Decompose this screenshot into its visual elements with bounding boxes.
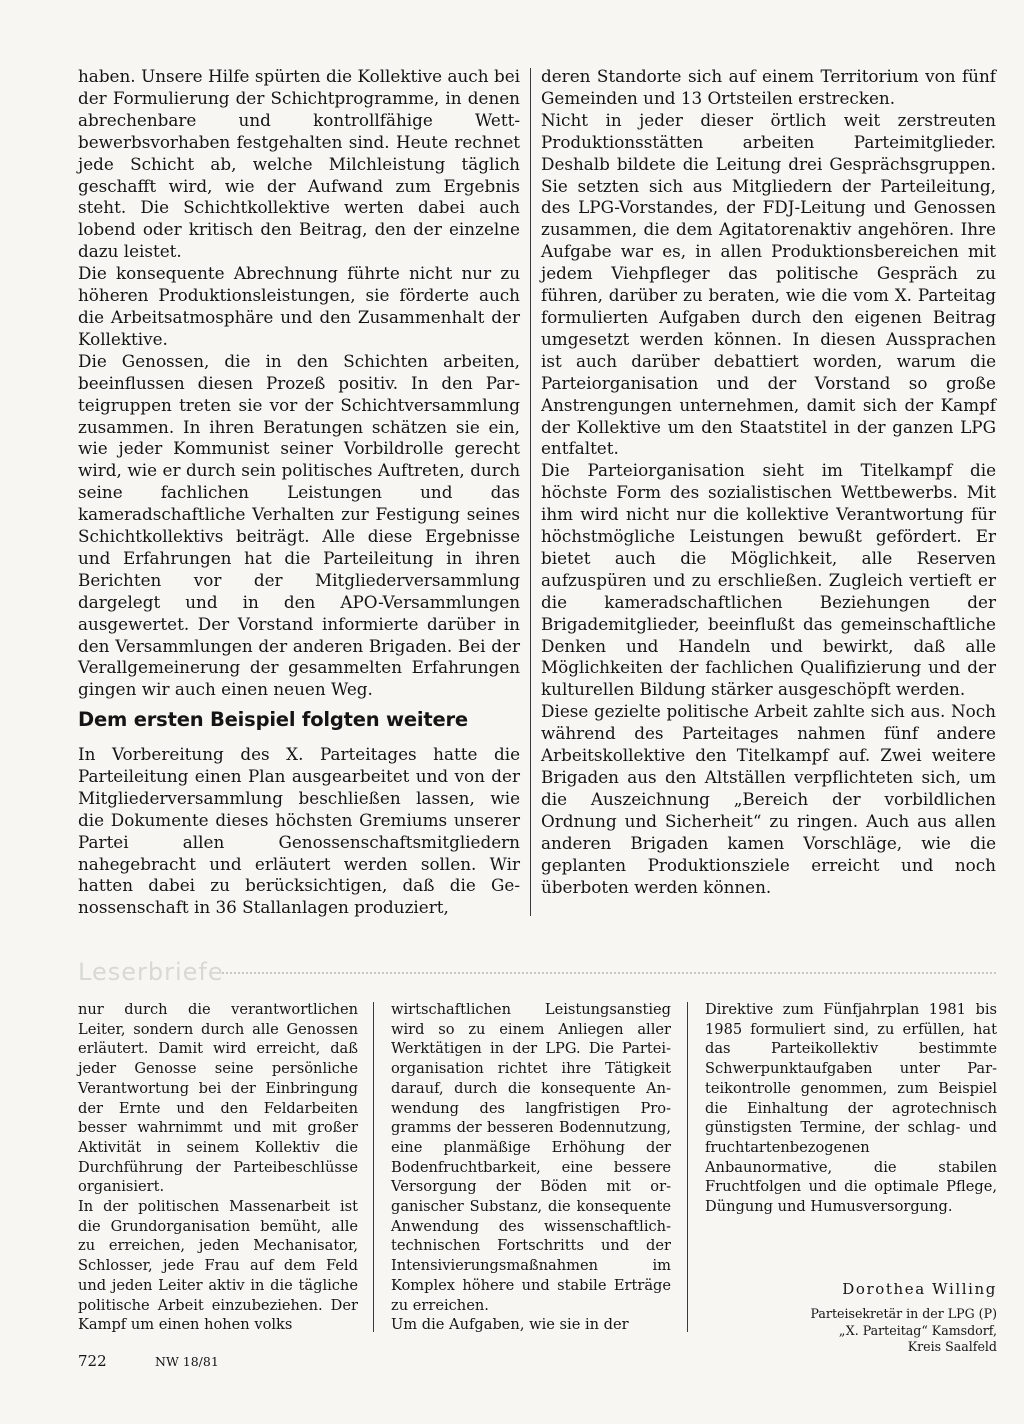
author-role <box>705 1306 997 1356</box>
author-name: Dorothea Willing <box>842 1280 997 1298</box>
column-divider <box>687 1002 688 1332</box>
article-paragraph: Diese gezielte politische Arbeit zahlte sich aus. Noch während des Parteitages nahmen fünf andere Arbeitskollektive den Titelkampf auf. Zwei weitere Brigaden aus den Altställen verpflichteten sich, um die Auszeichnung „Bereich der vorbildlichen Ordnung und Sicherheit“ zu ringen. Auch aus allen anderen Brigaden kamen Vorschläge, wie die geplanten Produktionsziele erreicht und noch überboten werden können. <box>541 701 996 897</box>
article-paragraph: Die Parteiorganisation sieht im Titelkampf die höchste Form des sozialistischen Wettbewerbs. Mit ihm wird nicht nur die kollektive Verantwortung für höchstmögliche Leistungen bewußt gefördert. Er bietet auch die Möglichkeit, alle Reserven aufzuspüren und zu erschließen. Zugleich vertieft er die kameradschaftlichen Beziehungen der Brigademitglieder, beeinflußt das gemeinschaftliche Denken und Handeln und bewirkt, daß alle Möglichkeiten der fachlichen Qualifizierung und der kulturellen Bildung stärker ausgeschöpft werden. <box>541 460 996 700</box>
article-paragraph: haben. Unsere Hilfe spürten die Kollektive auch bei der Formulierung der Schichtprogramme, in denen abrechenbare und kontrollfähige Wettbewerbsvorhaben festgehalten sind. Heute rechnet jede Schicht ab, welche Milchleistung täglich geschafft wird, wie der Aufwand zum Ergebnis steht. Die Schichtkollektive werten dabei auch lobend oder kritisch den Beitrag, den der einzelne dazu leistet. <box>78 66 520 262</box>
article-column-right <box>541 66 996 898</box>
letter-column-2 <box>391 1000 671 1335</box>
subheading: Dem ersten Beispiel folgten weitere <box>78 708 468 731</box>
column-divider <box>373 1002 374 1332</box>
article-paragraph: Die konsequente Abrechnung führte nicht nur zu höheren Produktionsleistungen, sie förderte auch die Arbeitsatmosphäre und den Zusammenhalt der Kollektive. <box>78 263 520 349</box>
letter-paragraph: wirtschaftlichen Leistungsanstieg wird so zu einem Anliegen aller Werktätigen in der LPG. Die Parteiorganisation richtet ihre Tätigkeit darauf, durch die konsequente Anwendung des langfristigen Programms der besseren Bodennutzung, eine planmäßige Erhöhung der Bodenfruchtbarkeit, eine bessere Versorgung der Böden mit organischer Substanz, die konsequente Anwendung des wissenschaftlich-technischen Fortschritts und der Intensivierungsmaßnahmen im Komplex höhere und stabile Erträge zu erreichen. <box>391 1001 671 1314</box>
letter-paragraph: nur durch die verantwortlichen Leiter, sondern durch alle Genossen erläutert. Damit wird erreicht, daß jeder Genosse seine persönliche Verantwortung bei der Einbringung der Ernte und den Feldarbeiten besser wahrnimmt und mit großer Aktivität in seinem Kollektiv die Durchführung der Parteibeschlüsse organisiert. <box>78 1001 358 1196</box>
article-column-left-continued <box>78 744 520 919</box>
page-number: 722 <box>78 1352 107 1370</box>
article-paragraph: Nicht in jeder dieser örtlich weit zerstreuten Produktionsstätten arbeiten Parteimitglieder. Deshalb bildete die Leitung drei Gesprächsgruppen. Sie setzten sich aus Mitgliedern der Parteileitung, des LPG-Vorstandes, der FDJ-Leitung und Genossen zusammen, die dem Agitatorenaktiv angehören. Ihre Aufgabe war es, in allen Produktionsbereichen mit jedem Viehpfleger das politische Gespräch zu führen, darüber zu beraten, wie die vom X. Parteitag formulierten Aufgaben durch den eigenen Beitrag umgesetzt werden können. In diesen Aussprachen ist auch darüber debattiert worden, warum die Parteiorganisation und der Vorstand so große Anstrengungen unternehmen, damit sich der Kampf der Kollektive um den Staatstitel in der ganzen LPG entfaltet. <box>541 109 996 459</box>
letter-paragraph: In der politischen Massenarbeit ist die Grundorganisation bemüht, alle zu erreichen, jeden Mechanisator, Schlosser, jede Frau auf dem Feld und jeden Leiter aktiv in die tägliche politische Arbeit einzubeziehen. Der Kampf um einen hohen volks <box>78 1198 358 1334</box>
issue-label: NW 18/81 <box>155 1354 219 1369</box>
letter-paragraph: Um die Aufgaben, wie sie in der <box>391 1316 629 1334</box>
letter-paragraph: Direktive zum Fünfjahrplan 1981 bis 1985 formuliert sind, zu erfüllen, hat das Parteikollektiv bestimmte Schwerpunktaufgaben unter Parteikontrolle genommen, zum Beispiel die Einhaltung der agrotechnisch günstigsten Termine, der schlag- und fruchtartenbezogenen Anbaunormative, die stabilen Fruchtfolgen und die optimale Pflege, Düngung und Humusversorgung. <box>705 1001 997 1216</box>
column-divider <box>530 68 531 916</box>
section-divider <box>222 972 996 974</box>
author-role-line: Parteisekretär in der LPG (P) <box>810 1306 997 1321</box>
letter-column-3 <box>705 1000 997 1217</box>
author-role-line: „X. Parteitag“ Kamsdorf, <box>838 1322 997 1338</box>
article-paragraph: deren Standorte sich auf einem Territorium von fünf Gemeinden und 13 Ortsteilen erstrecken. <box>541 66 996 108</box>
author-role-line: Kreis Saalfeld <box>907 1339 997 1354</box>
article-paragraph: In Vorbereitung des X. Parteitages hatte die Parteileitung einen Plan ausgearbeitet und von der Mitgliederversammlung beschließen lassen, wie die Dokumente dieses höchsten Gremiums unserer Partei allen Genossenschaftsmitgliedern nahegebracht und erläutert werden sollen. Wir hatten dabei zu berücksichtigen, daß die Genossenschaft in 36 Stallanlagen produziert, <box>78 744 520 918</box>
letter-column-1 <box>78 1000 358 1335</box>
article-column-left <box>78 66 520 701</box>
article-paragraph: Die Genossen, die in den Schichten arbeiten, beeinflussen diesen Prozeß positiv. In den Parteigruppen treten sie vor der Schichtversammlung zusammen. In ihren Beratungen schätzen sie ein, wie jeder Kommunist seiner Vorbildrolle gerecht wird, wie er durch sein politisches Auftreten, durch seine fachlichen Leistungen und das kameradschaftliche Verhalten zur Festigung seines Schichtkollektivs beiträgt. Alle diese Ergebnisse und Erfahrungen hat die Parteileitung in ihren Berichten vor der Mitgliederversammlung dargelegt und in den APO-Versammlungen ausgewertet. Der Vorstand informierte darüber in den Versammlungen der anderen Brigaden. Bei der Verallgemeinerung der gesammelten Erfahrungen gingen wir auch einen neuen Weg. <box>78 350 520 700</box>
section-label-leserbriefe: Leserbriefe <box>78 958 224 986</box>
